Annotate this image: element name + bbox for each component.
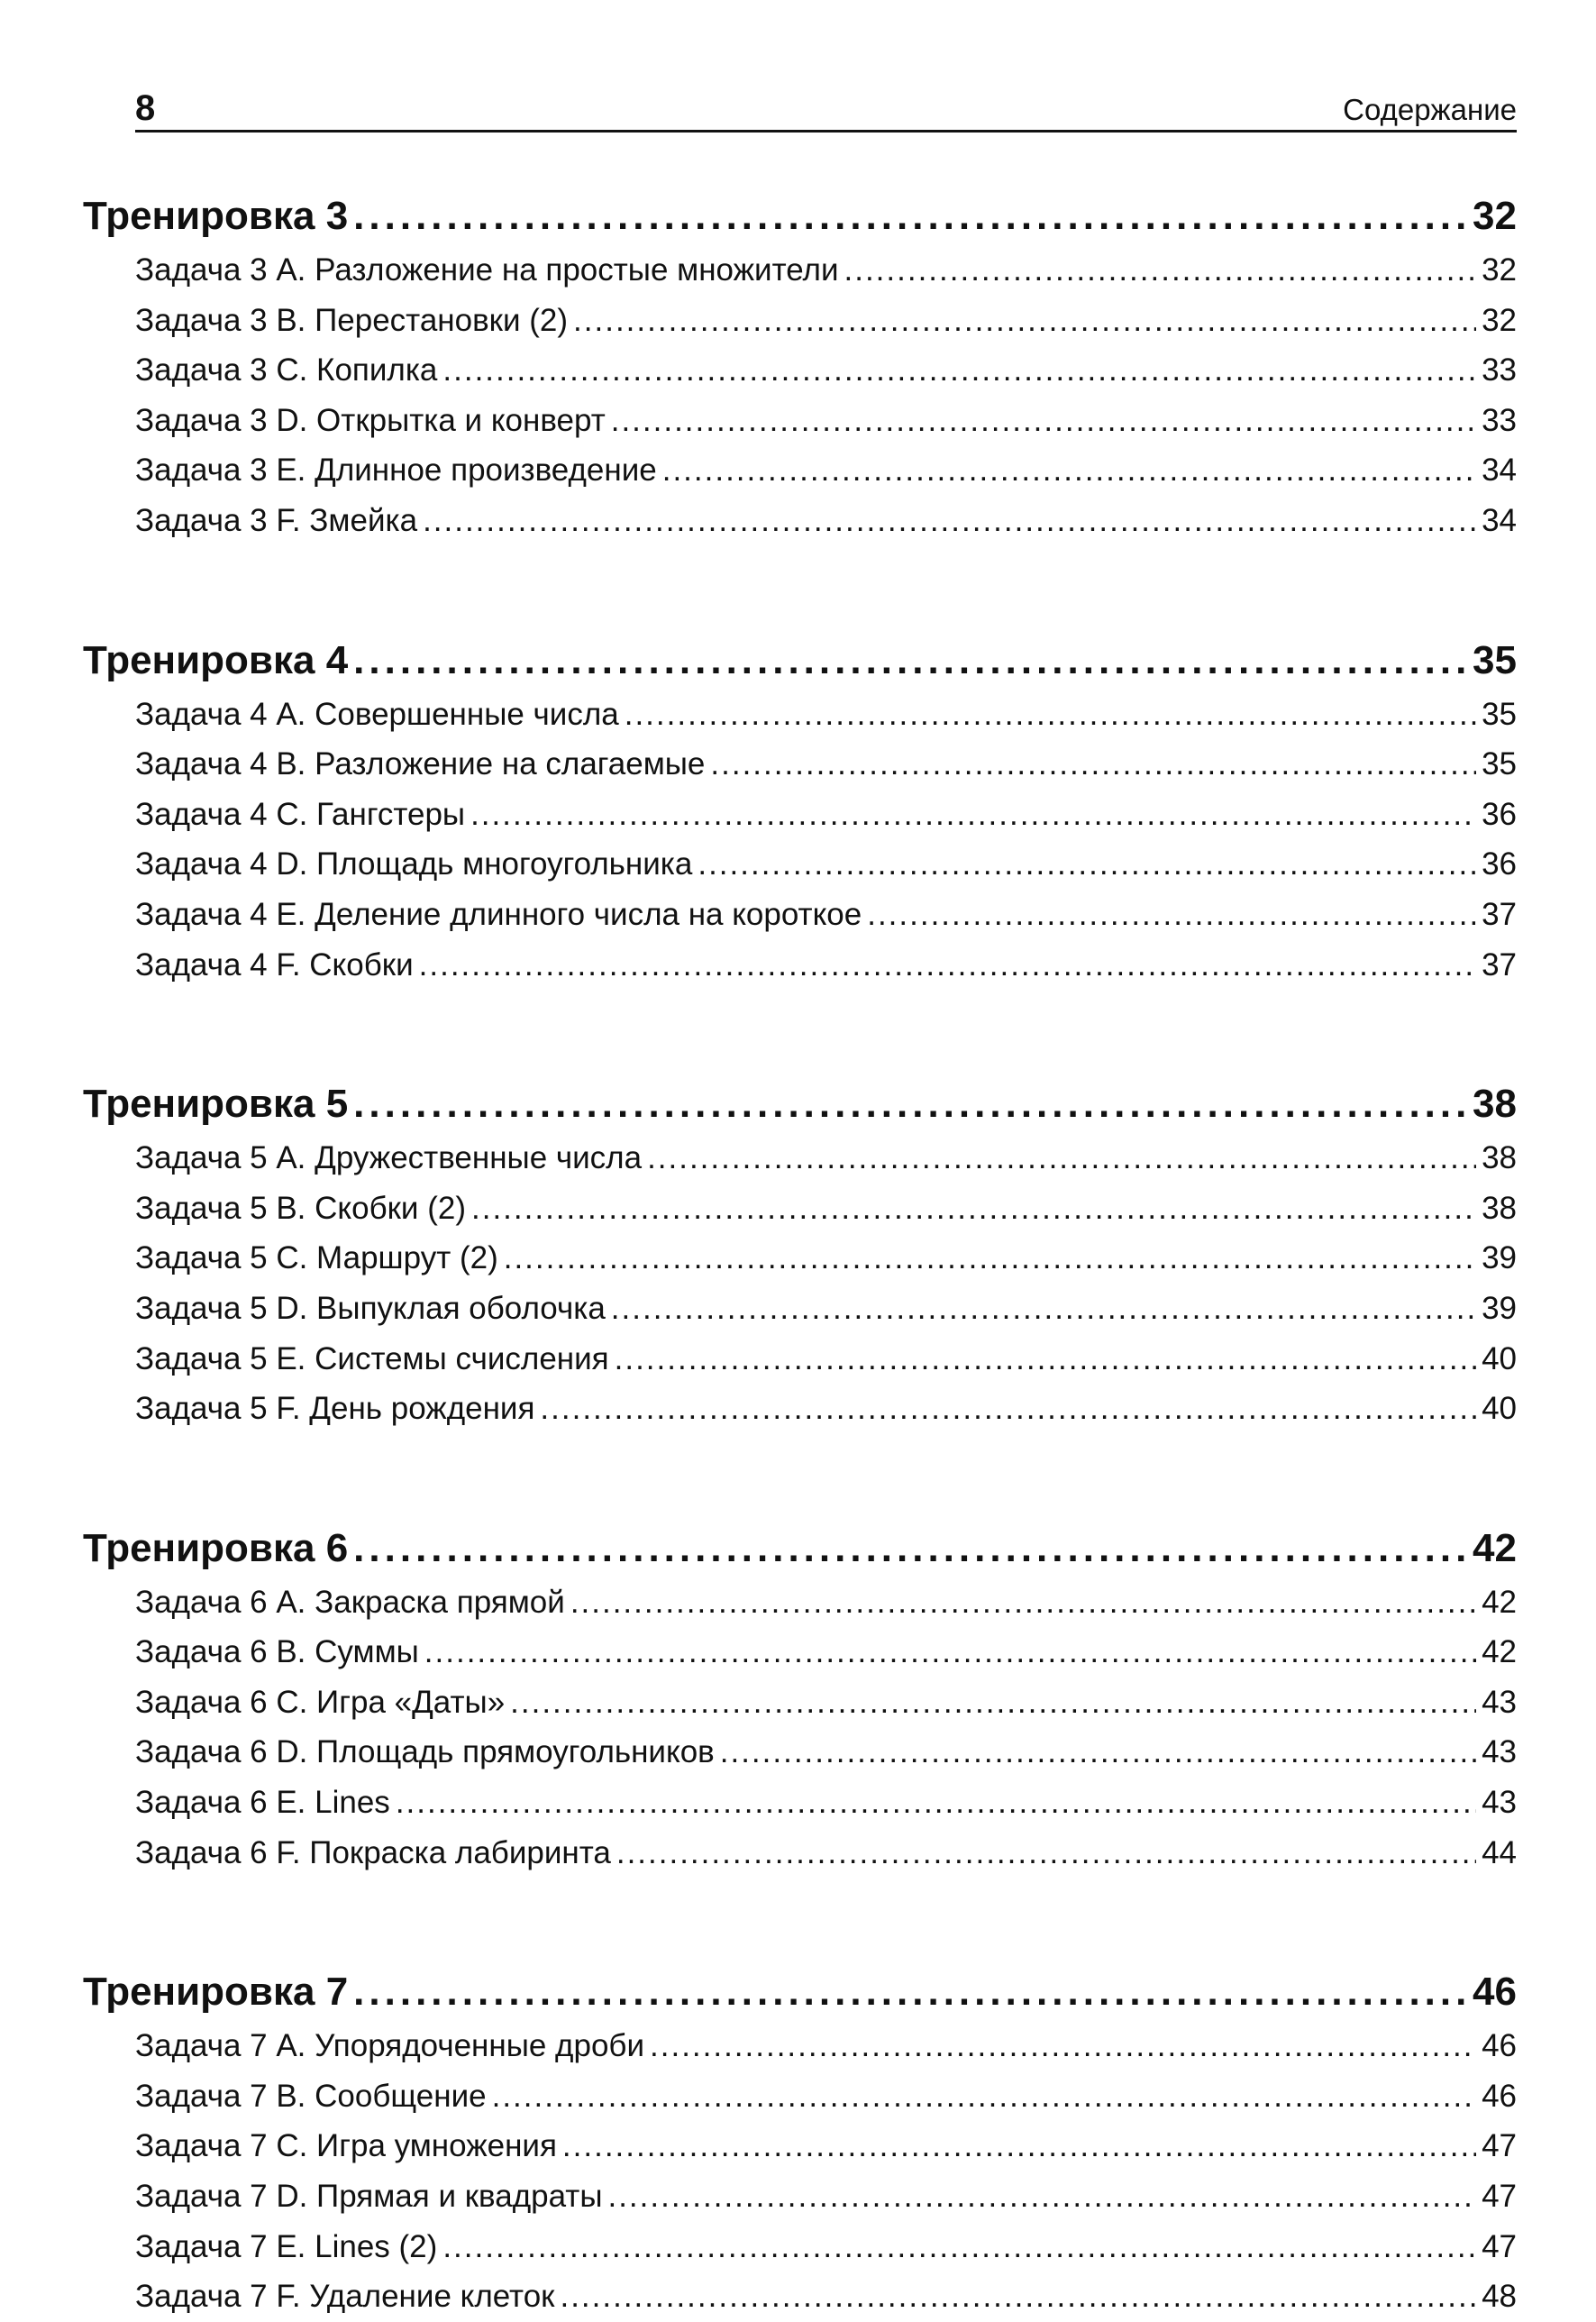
page-ref: 42 (1482, 1634, 1517, 1670)
dot-leader (423, 496, 1476, 546)
dot-leader (625, 690, 1476, 740)
toc-entry[interactable] (135, 1577, 1517, 1628)
page-ref: 32 (1482, 252, 1517, 288)
toc-section (83, 546, 1517, 991)
toc-entry-label: Задача 4 D. Площадь многоугольника (135, 846, 693, 882)
toc-entry-label: Задача 7 F. Удаление клеток (135, 2279, 555, 2315)
toc-section (83, 1434, 1517, 1879)
page-ref: 36 (1482, 796, 1517, 832)
toc-entry-label: Задача 5 C. Маршрут (2) (135, 1240, 498, 1276)
toc-entry[interactable] (135, 1627, 1517, 1678)
toc-entry-label: Задача 6 C. Игра «Даты» (135, 1684, 506, 1720)
dot-leader (353, 187, 1467, 245)
section-heading[interactable] (83, 1963, 1517, 2021)
page-ref: 46 (1473, 1970, 1517, 2015)
section-spacer (83, 990, 1517, 1075)
section-spacer (83, 546, 1517, 632)
page-ref: 33 (1482, 352, 1517, 389)
toc-entry-label: Задача 5 F. День рождения (135, 1391, 535, 1427)
dot-leader (540, 1384, 1476, 1434)
dot-leader (607, 2171, 1476, 2222)
toc-entry-label: Задача 3 E. Длинное произведение (135, 453, 657, 489)
dot-leader (844, 245, 1477, 296)
toc-entry-label: Задача 6 E. Lines (135, 1785, 390, 1821)
toc-entry[interactable] (135, 1184, 1517, 1234)
page-ref: 34 (1482, 453, 1517, 489)
toc-entry[interactable] (135, 1233, 1517, 1284)
dot-leader (470, 790, 1476, 840)
toc-entry[interactable] (135, 245, 1517, 296)
toc-entry-label: Задача 7 A. Упорядоченные дроби (135, 2028, 645, 2064)
toc-entry-label: Задача 4 B. Разложение на слагаемые (135, 746, 706, 782)
dot-leader (867, 890, 1476, 940)
dot-leader (710, 739, 1476, 790)
toc-section (83, 990, 1517, 1434)
page-ref: 47 (1482, 2179, 1517, 2215)
page-ref: 35 (1482, 746, 1517, 782)
dot-leader (616, 1828, 1476, 1879)
page-ref: 48 (1482, 2279, 1517, 2315)
toc-entry[interactable] (135, 1384, 1517, 1434)
toc-entry[interactable] (135, 1334, 1517, 1385)
toc-entry-label: Задача 4 F. Скобки (135, 946, 414, 983)
section-heading-label: Тренировка 4 (83, 637, 349, 682)
toc-entry[interactable] (135, 496, 1517, 546)
page-ref: 35 (1482, 696, 1517, 732)
toc-entry-label: Задача 3 B. Перестановки (2) (135, 302, 569, 338)
toc-entry-label: Задача 7 B. Сообщение (135, 2078, 487, 2114)
section-heading[interactable] (83, 1075, 1517, 1133)
page-number: 8 (135, 88, 156, 128)
page-ref: 43 (1482, 1684, 1517, 1720)
toc-entry-label: Задача 3 A. Разложение на простые множители (135, 252, 839, 288)
toc-entry[interactable] (135, 345, 1517, 396)
toc-entry[interactable] (135, 1678, 1517, 1728)
dot-leader (504, 1233, 1476, 1284)
dot-leader (353, 1075, 1467, 1133)
page-ref: 36 (1482, 846, 1517, 882)
dot-leader (650, 2021, 1476, 2071)
page-ref: 32 (1473, 194, 1517, 238)
section-heading-label: Тренировка 6 (83, 1525, 349, 1570)
toc-entry-label: Задача 3 C. Копилка (135, 352, 438, 389)
toc-entry-label: Задача 3 F. Змейка (135, 502, 418, 538)
dot-leader (615, 1334, 1476, 1385)
dot-leader (442, 2222, 1476, 2272)
page-ref: 38 (1482, 1140, 1517, 1176)
toc-entry-label: Задача 4 A. Совершенные числа (135, 696, 619, 732)
table-of-contents (83, 187, 1517, 2322)
dot-leader (562, 2121, 1476, 2171)
toc-entry-label: Задача 5 E. Системы счисления (135, 1340, 609, 1376)
page-ref: 33 (1482, 402, 1517, 438)
toc-section (83, 1878, 1517, 2322)
page-ref: 35 (1473, 637, 1517, 682)
toc-entry[interactable] (135, 1727, 1517, 1778)
page-ref: 37 (1482, 946, 1517, 983)
dot-leader (353, 1963, 1467, 2021)
page-ref: 47 (1482, 2128, 1517, 2164)
section-heading[interactable] (83, 187, 1517, 245)
dot-leader (570, 1577, 1476, 1628)
dot-leader (720, 1727, 1476, 1778)
toc-entry[interactable] (135, 839, 1517, 890)
page-ref: 34 (1482, 502, 1517, 538)
toc-entry-label: Задача 6 A. Закраска прямой (135, 1584, 565, 1620)
toc-entry[interactable] (135, 690, 1517, 740)
page-header (135, 83, 1517, 133)
toc-entry[interactable] (135, 1778, 1517, 1828)
page-ref: 39 (1482, 1290, 1517, 1326)
page-ref: 43 (1482, 1734, 1517, 1770)
dot-leader (424, 1627, 1476, 1678)
toc-entry[interactable] (135, 1828, 1517, 1879)
section-heading-label: Тренировка 5 (83, 1082, 349, 1127)
toc-entry-label: Задача 3 D. Открытка и конверт (135, 402, 606, 438)
toc-entry-label: Задача 5 A. Дружественные числа (135, 1140, 643, 1176)
section-heading-label: Тренировка 3 (83, 194, 349, 238)
page-ref: 47 (1482, 2228, 1517, 2264)
dot-leader (442, 345, 1476, 396)
dot-leader (647, 1133, 1476, 1184)
toc-entry[interactable] (135, 890, 1517, 940)
page-ref: 42 (1482, 1584, 1517, 1620)
dot-leader (698, 839, 1476, 890)
toc-entry-label: Задача 5 D. Выпуклая оболочка (135, 1290, 606, 1326)
page-ref: 42 (1473, 1525, 1517, 1570)
page-ref: 43 (1482, 1785, 1517, 1821)
toc-entry-label: Задача 6 B. Суммы (135, 1634, 419, 1670)
dot-leader (492, 2071, 1476, 2122)
toc-entry-label: Задача 6 F. Покраска лабиринта (135, 1834, 611, 1870)
dot-leader (471, 1184, 1476, 1234)
dot-leader (662, 445, 1476, 496)
toc-entry[interactable] (135, 1133, 1517, 1184)
toc-entry-label: Задача 6 D. Площадь прямоугольников (135, 1734, 715, 1770)
toc-entry[interactable] (135, 940, 1517, 991)
dot-leader (611, 396, 1476, 446)
toc-section (83, 187, 1517, 546)
toc-entry-label: Задача 4 C. Гангстеры (135, 796, 466, 832)
running-title: Содержание (1343, 93, 1517, 126)
dot-leader (573, 296, 1476, 346)
toc-entry[interactable] (135, 2021, 1517, 2071)
toc-entry[interactable] (135, 2171, 1517, 2222)
dot-leader (510, 1678, 1476, 1728)
dot-leader (611, 1284, 1476, 1334)
toc-entry[interactable] (135, 1284, 1517, 1334)
toc-entry[interactable] (135, 2272, 1517, 2322)
toc-entry-label: Задача 7 C. Игра умножения (135, 2128, 557, 2164)
dot-leader (353, 632, 1467, 690)
dot-leader (560, 2272, 1476, 2322)
toc-entry[interactable] (135, 2071, 1517, 2122)
page-ref: 40 (1482, 1391, 1517, 1427)
page-ref: 32 (1482, 302, 1517, 338)
page-ref: 38 (1482, 1190, 1517, 1226)
page-ref: 46 (1482, 2028, 1517, 2064)
toc-entry[interactable] (135, 445, 1517, 496)
toc-entry-label: Задача 4 E. Деление длинного числа на короткое (135, 896, 862, 932)
page-ref: 38 (1473, 1082, 1517, 1127)
toc-entry[interactable] (135, 2222, 1517, 2272)
page-ref: 40 (1482, 1340, 1517, 1376)
toc-entry-label: Задача 7 E. Lines (2) (135, 2228, 438, 2264)
toc-entry[interactable] (135, 2121, 1517, 2171)
page-ref: 46 (1482, 2078, 1517, 2114)
toc-entry[interactable] (135, 396, 1517, 446)
page-ref: 44 (1482, 1834, 1517, 1870)
section-heading[interactable] (83, 1520, 1517, 1577)
dot-leader (419, 940, 1476, 991)
section-spacer (83, 1434, 1517, 1520)
toc-entry[interactable] (135, 739, 1517, 790)
toc-entry[interactable] (135, 296, 1517, 346)
section-heading[interactable] (83, 632, 1517, 690)
dot-leader (353, 1520, 1467, 1577)
toc-entry-label: Задача 7 D. Прямая и квадраты (135, 2179, 603, 2215)
section-heading-label: Тренировка 7 (83, 1970, 349, 2015)
section-spacer (83, 1878, 1517, 1963)
page-ref: 37 (1482, 896, 1517, 932)
toc-entry[interactable] (135, 790, 1517, 840)
dot-leader (396, 1778, 1476, 1828)
page-ref: 39 (1482, 1240, 1517, 1276)
toc-entry-label: Задача 5 B. Скобки (2) (135, 1190, 466, 1226)
